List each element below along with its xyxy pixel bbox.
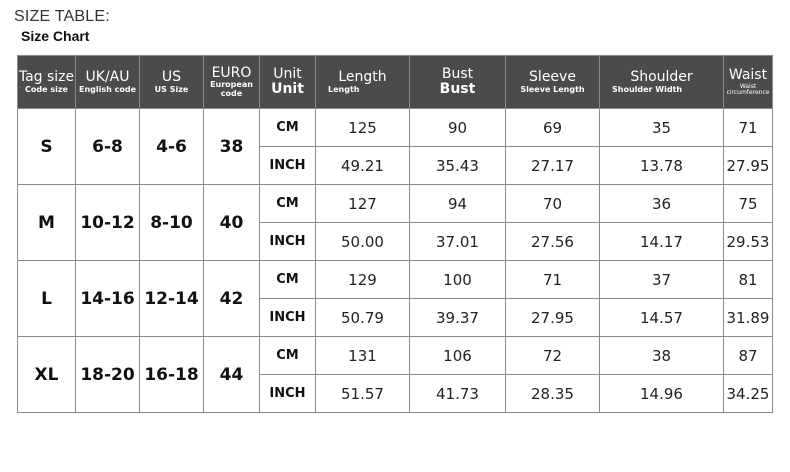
waist-cell: 31.89 bbox=[724, 299, 773, 337]
header-euro bbox=[204, 56, 260, 109]
bust-cell: 41.73 bbox=[410, 375, 506, 413]
length-cell: 131 bbox=[316, 337, 410, 375]
header-label: US bbox=[161, 68, 182, 85]
shoulder-cell: 37 bbox=[600, 261, 724, 299]
size-chart-title: Size Chart bbox=[21, 28, 90, 44]
header-sublabel: European code bbox=[210, 80, 253, 98]
euro-size-cell: 40 bbox=[204, 185, 260, 261]
unit-cell-cm: CM bbox=[260, 109, 316, 147]
header-sublabel: US Size bbox=[154, 84, 189, 94]
shoulder-cell: 14.17 bbox=[600, 223, 724, 261]
unit-cell-inch: INCH bbox=[260, 299, 316, 337]
us-size-cell: 12-14 bbox=[140, 261, 204, 337]
sleeve-cell: 28.35 bbox=[506, 375, 600, 413]
header-sublabel: Shoulder Width bbox=[612, 84, 683, 94]
waist-cell: 81 bbox=[724, 261, 773, 299]
sleeve-cell: 70 bbox=[506, 185, 600, 223]
us-size-cell: 16-18 bbox=[140, 337, 204, 413]
header-label: Length bbox=[338, 68, 387, 85]
table-row bbox=[18, 261, 773, 299]
header-sublabel: Sleeve Length bbox=[520, 84, 585, 94]
header-sleeve bbox=[506, 56, 600, 109]
header-label: Sleeve bbox=[529, 68, 576, 85]
length-cell: 50.79 bbox=[316, 299, 410, 337]
tag-size-cell: S bbox=[18, 109, 76, 185]
shoulder-cell: 38 bbox=[600, 337, 724, 375]
bust-cell: 90 bbox=[410, 109, 506, 147]
euro-size-cell: 38 bbox=[204, 109, 260, 185]
uk-au-cell: 10-12 bbox=[76, 185, 140, 261]
unit-cell-inch: INCH bbox=[260, 375, 316, 413]
header-label: Bust bbox=[441, 66, 474, 83]
sleeve-cell: 69 bbox=[506, 109, 600, 147]
us-size-cell: 4-6 bbox=[140, 109, 204, 185]
header-label: UK/AU bbox=[85, 68, 130, 85]
unit-cell-cm: CM bbox=[260, 337, 316, 375]
waist-cell: 87 bbox=[724, 337, 773, 375]
header-sublabel: English code bbox=[78, 84, 136, 94]
shoulder-cell: 13.78 bbox=[600, 147, 724, 185]
bust-cell: 35.43 bbox=[410, 147, 506, 185]
us-size-cell: 8-10 bbox=[140, 185, 204, 261]
header-bust bbox=[410, 56, 506, 109]
sleeve-cell: 71 bbox=[506, 261, 600, 299]
header-sublabel: Unit bbox=[271, 81, 304, 97]
sleeve-cell: 27.17 bbox=[506, 147, 600, 185]
header-row bbox=[18, 56, 773, 109]
euro-size-cell: 42 bbox=[204, 261, 260, 337]
unit-cell-cm: CM bbox=[260, 185, 316, 223]
length-cell: 51.57 bbox=[316, 375, 410, 413]
header-sublabel: Length bbox=[328, 84, 360, 94]
bust-cell: 100 bbox=[410, 261, 506, 299]
waist-cell: 34.25 bbox=[724, 375, 773, 413]
header-sublabel: Bust bbox=[439, 81, 476, 97]
header-sublabel: Code size bbox=[25, 84, 68, 94]
tag-size-cell: XL bbox=[18, 337, 76, 413]
header-sublabel: Waist circumference bbox=[726, 82, 770, 96]
bust-cell: 94 bbox=[410, 185, 506, 223]
size-table bbox=[17, 55, 773, 413]
table-row bbox=[18, 337, 773, 375]
length-cell: 50.00 bbox=[316, 223, 410, 261]
bust-cell: 106 bbox=[410, 337, 506, 375]
uk-au-cell: 18-20 bbox=[76, 337, 140, 413]
waist-cell: 29.53 bbox=[724, 223, 773, 261]
shoulder-cell: 35 bbox=[600, 109, 724, 147]
page-heading: SIZE TABLE: bbox=[14, 8, 110, 25]
uk-au-cell: 14-16 bbox=[76, 261, 140, 337]
bust-cell: 37.01 bbox=[410, 223, 506, 261]
header-label: Shoulder bbox=[630, 68, 693, 85]
uk-au-cell: 6-8 bbox=[76, 109, 140, 185]
waist-cell: 71 bbox=[724, 109, 773, 147]
waist-cell: 75 bbox=[724, 185, 773, 223]
header-label: EURO bbox=[211, 64, 252, 81]
shoulder-cell: 36 bbox=[600, 185, 724, 223]
length-cell: 49.21 bbox=[316, 147, 410, 185]
unit-cell-inch: INCH bbox=[260, 147, 316, 185]
length-cell: 127 bbox=[316, 185, 410, 223]
header-shoulder bbox=[600, 56, 724, 109]
shoulder-cell: 14.57 bbox=[600, 299, 724, 337]
header-us bbox=[140, 56, 204, 109]
waist-cell: 27.95 bbox=[724, 147, 773, 185]
sleeve-cell: 27.95 bbox=[506, 299, 600, 337]
sleeve-cell: 27.56 bbox=[506, 223, 600, 261]
tag-size-cell: M bbox=[18, 185, 76, 261]
shoulder-cell: 14.96 bbox=[600, 375, 724, 413]
header-label: Tag size bbox=[18, 68, 75, 85]
euro-size-cell: 44 bbox=[204, 337, 260, 413]
table-row bbox=[18, 185, 773, 223]
length-cell: 129 bbox=[316, 261, 410, 299]
tag-size-cell: L bbox=[18, 261, 76, 337]
header-unit bbox=[260, 56, 316, 109]
length-cell: 125 bbox=[316, 109, 410, 147]
unit-cell-cm: CM bbox=[260, 261, 316, 299]
table-row bbox=[18, 109, 773, 147]
bust-cell: 39.37 bbox=[410, 299, 506, 337]
header-waist bbox=[724, 56, 773, 109]
header-length bbox=[316, 56, 410, 109]
size-table-body bbox=[18, 109, 773, 413]
unit-cell-inch: INCH bbox=[260, 223, 316, 261]
header-label: Waist bbox=[728, 66, 768, 83]
header-label: Unit bbox=[273, 66, 302, 83]
header-tag-size bbox=[18, 56, 76, 109]
header-uk-au bbox=[76, 56, 140, 109]
sleeve-cell: 72 bbox=[506, 337, 600, 375]
